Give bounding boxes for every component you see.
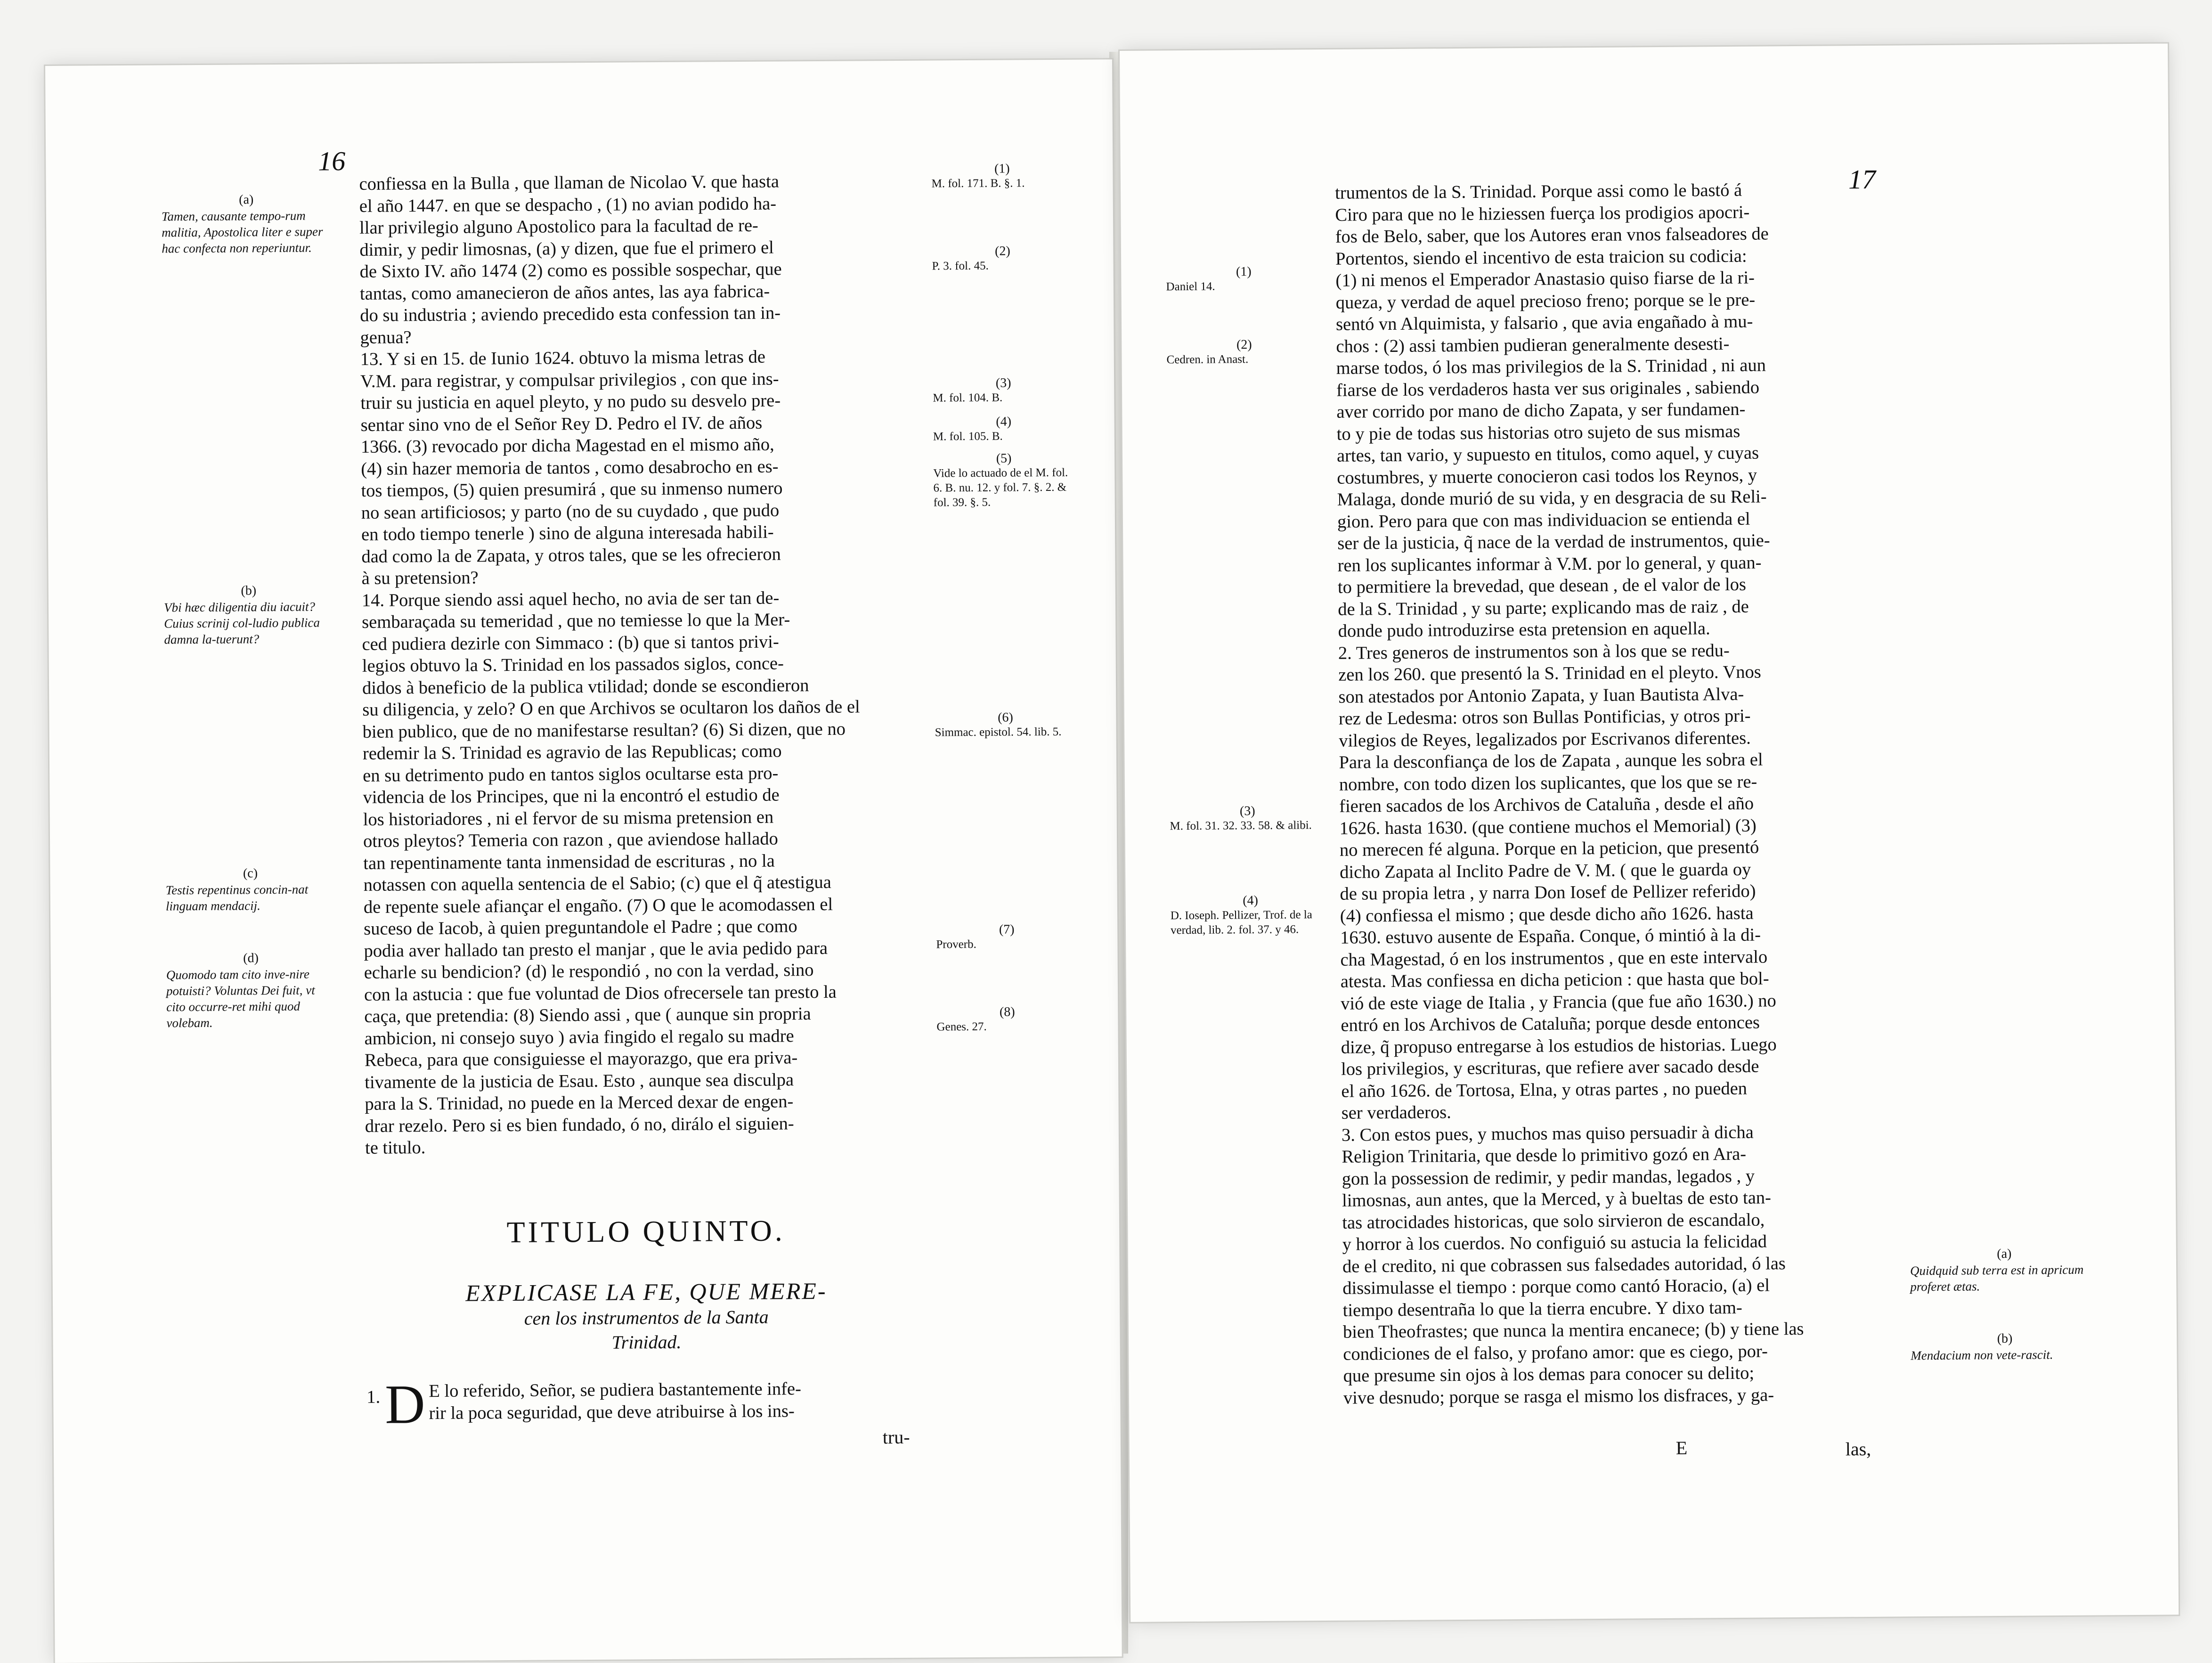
text-line: ser verdaderos. (1341, 1102, 1451, 1123)
note-key: (c) (243, 866, 258, 881)
text-line: cha Magestad, ó en los instrumentos , que en este intervalo (1340, 946, 1768, 970)
text-line: son atestados por Antonio Zapata, y Iuan Bautista Alva- (1338, 684, 1744, 707)
text-line: aver corrido por mano de dicho Zapata, y ser fundamen- (1336, 399, 1746, 422)
text-line: tas atrocidades historicas, que solo sirvieron de escandalo, (1342, 1210, 1765, 1233)
chapter-subtitle-line1: EXPLICASE LA FE, QUE MERE- (465, 1277, 827, 1306)
text-line: condiciones de el falso, y profano amor: que es ciego, por- (1343, 1341, 1768, 1364)
ref-text: P. 3. fol. 45. (932, 259, 989, 273)
ref-key: (1) (1236, 264, 1252, 279)
chapter-subtitle-line2: cen los instrumentos de la Santa (524, 1306, 769, 1329)
margin-note-c (165, 865, 335, 914)
ref-key: (6) (998, 710, 1013, 725)
text-line: para la S. Trinidad, no puede en la Merced dexar de engen- (365, 1092, 794, 1114)
page-number: 16 (318, 146, 346, 177)
text-line: gon la possession de redimir, y pedir mandas, legados , y (1342, 1166, 1755, 1189)
text-line: bien Theofrastes; que nunca la mentira encanece; (b) y tiene las (1342, 1319, 1804, 1342)
ref-note-5 (933, 451, 1075, 510)
text-line: to permitiere la brevedad, que desean , de el valor de los (1337, 574, 1747, 597)
text-line: sentó vn Alquimista, y falsario , que avia engañado à mu- (1335, 311, 1753, 334)
note-text: Mendacium non vete-rascit. (1911, 1347, 2053, 1363)
ref-text: Proverb. (936, 937, 976, 951)
text-line: vive desnudo; porque se rasga el mismo los disfraces, y ga- (1343, 1385, 1774, 1408)
ref-text: M. fol. 31. 32. 33. 58. & alibi. (1170, 819, 1312, 833)
text-line: 14. Porque siendo assi aquel hecho, no avia de ser tan de- (361, 588, 780, 611)
note-key: (a) (1997, 1246, 2012, 1262)
text-line: de su propia letra , y narra Don Iosef de Pellizer referido) (1340, 881, 1756, 904)
ref-text: Daniel 14. (1166, 280, 1215, 293)
margin-note-a (1910, 1246, 2099, 1295)
note-text: Testis repentinus concin-nat linguam mendacij. (165, 882, 309, 913)
note-text: Quomodo tam cito inve-nire potuisti? Voluntas Dei fuit, vt cito occurre-ret mihi quod volebam. (166, 967, 315, 1030)
text-line: donde pudo introduzirse esta pretension en aquella. (1338, 619, 1710, 641)
text-line: de Sixto IV. año 1474 (2) como es possible sospechar, que (359, 259, 782, 282)
text-line: ren los suplicantes informar à V.M. por lo general, y quan- (1337, 553, 1762, 576)
text-line: redemir la S. Trinidad es agravio de las Republicas; como (362, 741, 782, 764)
text-line: gion. Pero para que con mas individuacion se entienda el (1337, 509, 1750, 532)
text-line: en su detrimento pudo en tantos siglos ocultarse esta pro- (363, 763, 779, 786)
ref-note-4 (933, 414, 1074, 444)
text-line: caça, que pretendia: (8) Siendo assi , que ( aunque sin propria (364, 1004, 811, 1027)
catchword: tru- (882, 1426, 910, 1448)
left-page (45, 59, 1122, 1663)
margin-note-a (162, 191, 332, 256)
text-line: 13. Y si en 15. de Iunio 1624. obtuvo la misma letras de (360, 347, 765, 369)
ref-key: (2) (995, 244, 1010, 259)
text-line: su diligencia, y zelo? O en que Archivos se ocultaron los daños de el (362, 697, 860, 720)
paragraph-line: rir la poca seguridad, que deve atribuirse à los ins- (429, 1401, 795, 1423)
text-line: do su industria ; aviendo precedido esta confession tan in- (360, 303, 781, 326)
text-line: to y pie de todas sus historias otro sujeto de sus mismas (1336, 421, 1740, 444)
ref-key: (8) (999, 1004, 1015, 1019)
right-page (1120, 43, 2179, 1622)
text-line: ser de la justicia, q̃ nace de la verdad de instrumentos, quie- (1337, 530, 1770, 554)
note-text: Vbi hæc diligentia diu iacuit? Cuius scrinij col-ludio publica damna la-tuerunt? (163, 599, 320, 647)
paragraph-line: E lo referido, Señor, se pudiera bastantemente infe- (429, 1379, 802, 1402)
text-line: dissimulasse el tiempo : porque como cantó Horacio, (a) el (1342, 1275, 1770, 1298)
text-line: fieren sacados de los Archivos de Cataluña , desde el año (1339, 793, 1754, 816)
ref-key: (3) (995, 375, 1011, 391)
page-number: 17 (1848, 163, 1876, 195)
text-line: limosnas, aun antes, que la Merced, y à bueltas de esto tan- (1342, 1188, 1772, 1211)
drop-cap: D (384, 1373, 425, 1435)
ref-text: M. fol. 171. B. §. 1. (931, 177, 1025, 190)
text-line: ced pudiera dezirle con Simmaco : (b) que si tantos privi- (362, 632, 779, 654)
note-key: (d) (243, 951, 259, 966)
text-line: los historiadores , ni el fervor de su misma pretension en (363, 807, 774, 830)
ref-text: D. Ioseph. Pellizer, Trof. de la verdad, lib. 2. fol. 37. y 46. (1170, 908, 1312, 937)
text-line: suceso de Iacob, à quien preguntandole el Padre ; que como (364, 916, 797, 939)
text-line: genua? (360, 327, 412, 348)
note-text: Tamen, causante tempo-rum malitia, Apostolica liter e super hac confecta non reperiuntur. (161, 208, 323, 256)
ref-text: M. fol. 105. B. (933, 430, 1003, 443)
ref-note-1 (931, 161, 1073, 191)
ref-key: (1) (994, 161, 1010, 176)
text-line: (4) confiessa el mismo ; que desde dicho año 1626. hasta (1340, 903, 1754, 926)
margin-note-b (1911, 1330, 2099, 1364)
text-line: dad como la de Zapata, y otros tales, que se les ofrecieron (361, 544, 781, 567)
ref-text: Vide lo actuado de el M. fol. 6. B. nu. 12. y fol. 7. §. 2. & fol. 39. §. 5. (933, 466, 1068, 509)
ref-key: (4) (996, 414, 1012, 429)
text-line: tos tiempos, (5) quien presumirá , que su inmenso numero (361, 478, 783, 501)
text-line: Religion Trinitaria, que desde lo primitivo gozó en Ara- (1342, 1144, 1747, 1167)
text-line: con la astucia : que fue voluntad de Dios ofrecersele tan presto la (364, 982, 837, 1005)
ref-note-7 (936, 922, 1077, 952)
text-line: no sean artificiosos; y parto (no de su cuydado , que pudo (361, 500, 780, 523)
ref-key: (4) (1243, 893, 1259, 908)
margin-note-d (166, 950, 336, 1031)
text-line: otros pleytos? Temeria con razon , que aviendose hallado (363, 829, 778, 851)
ref-text: M. fol. 104. B. (933, 391, 1003, 405)
text-line: sembaraçada su temeridad , que no temiesse lo que la Mer- (362, 610, 790, 632)
text-line: dize, q̃ propuso entregarse à los estudios de historias. Luego (1341, 1034, 1777, 1058)
text-line: 1630. estuvo ausente de España. Conque, ó mintió à la di- (1340, 925, 1761, 948)
text-line: entró en los Archivos de Cataluña; porque desde entonces (1341, 1012, 1760, 1035)
text-line: Portentos, siendo el incentivo de esta traicion su codicia: (1335, 246, 1747, 269)
text-line: vió de este viage de Italia , y Francia (que fue año 1630.) no (1340, 990, 1776, 1014)
ref-key: (5) (996, 451, 1012, 466)
ref-note-2 (932, 244, 1073, 274)
text-line: Ciro para que no le hiziessen fuerça los prodigios apocri- (1335, 202, 1750, 225)
chapter-heading (366, 1213, 927, 1356)
text-line: 1626. hasta 1630. (que contiene muchos el Memorial) (3) (1339, 815, 1757, 839)
text-line: trumentos de la S. Trinidad. Porque assi como le bastó á (1334, 180, 1742, 203)
chapter-subtitle-line3: Trinidad. (611, 1331, 682, 1353)
text-line: y horror à los cuerdos. No configuió su astucia la felicidad (1342, 1231, 1767, 1255)
text-line: de el credito, ni que cobrassen sus falsedades autoridad, ó las (1342, 1253, 1786, 1277)
text-line: te titulo. (365, 1138, 426, 1158)
text-line: tantas, como amanecieron de años antes, las aya fabrica- (359, 281, 770, 304)
text-line: (1) ni menos el Emperador Anastasio quiso fiarse de la ri- (1335, 268, 1755, 291)
margin-note-b (164, 582, 334, 647)
text-line: atesta. Mas confiessa en dicha peticion : que hasta que bol- (1340, 969, 1769, 992)
text-line: 1366. (3) revocado por dicha Magestad en el mismo año, (360, 434, 774, 457)
text-line: ambicion, ni consejo suyo ) avia fingido el regalo su madre (364, 1026, 794, 1049)
text-line: el año 1626. de Tortosa, Elna, y otras partes , no pueden (1341, 1078, 1748, 1101)
text-line: que presume sin ojos à los demas para conocer su delito; (1343, 1363, 1755, 1386)
text-line: dicho Zapata al Inclito Padre de V. M. ( que le guarda oy (1340, 859, 1751, 882)
left-body-text (359, 170, 926, 1159)
text-line: legios obtuvo la S. Trinidad en los passados siglos, conce- (362, 653, 784, 676)
ref-note-6 (935, 710, 1076, 740)
text-line: confiessa en la Bulla , que llaman de Nicolao V. que hasta (359, 171, 779, 194)
ref-note-3 (1170, 803, 1325, 833)
text-line: los privilegios, y escrituras, que refiere aver sacado desde (1341, 1056, 1759, 1079)
ref-text: Genes. 27. (936, 1020, 987, 1034)
text-line: (4) sin hazer memoria de tantos , como desabrocho en es- (361, 457, 779, 479)
signature-mark: E (1675, 1437, 1688, 1459)
text-line: chos : (2) assi tambien pudieran generalmente desesti- (1336, 334, 1730, 357)
text-line: tiempo desentraña lo que la tierra encubre. Y dixo tam- (1342, 1297, 1742, 1321)
text-line: nombre, con todo dizen los suplicantes, que los que se re- (1339, 772, 1757, 795)
text-line: tivamente de la justicia de Esau. Esto , aunque sea disculpa (365, 1069, 794, 1092)
note-key: (a) (239, 192, 254, 207)
text-line: didos à beneficio de la publica vtilidad; donde se escondieron (362, 675, 809, 698)
ref-note-2 (1166, 337, 1322, 367)
text-line: de la S. Trinidad , y su parte; explicando mas de raiz , de (1338, 596, 1749, 620)
text-line: fiarse de los verdaderos hasta ver sus originales , sabiendo (1336, 377, 1760, 400)
ref-key: (7) (999, 922, 1015, 937)
ref-text: Simmac. epistol. 54. lib. 5. (935, 725, 1062, 739)
ref-key: (2) (1236, 337, 1252, 352)
text-line: zen los 260. que presentó la S. Trinidad en el pleyto. Vnos (1338, 662, 1761, 685)
text-line: Para la desconfiança de los de Zapata , aunque les sobra el (1339, 750, 1763, 773)
right-body-text (1335, 179, 1880, 1409)
text-line: el año 1447. en que se despacho , (1) no avian podido ha- (359, 194, 777, 216)
ref-note-8 (936, 1004, 1078, 1035)
text-line: fos de Belo, saber, que los Autores eran vnos falseadores de (1335, 224, 1769, 247)
ref-key: (3) (1239, 804, 1255, 819)
text-line: en todo tiempo tenerle ) sino de alguna interesada habili- (361, 522, 774, 545)
text-line: à su pretension? (361, 568, 479, 588)
chapter-title: TITULO QUINTO. (506, 1214, 785, 1249)
text-line: Malaga, donde murió de su vida, y en desgracia de su Reli- (1337, 487, 1767, 510)
ref-note-1 (1166, 264, 1321, 294)
catchword: las, (1845, 1438, 1871, 1460)
text-line: dimir, y pedir limosnas, (a) y dizen, que fue el primero el (359, 237, 774, 260)
text-line: truir su justicia en aquel pleyto, y no pudo su desvelo pre- (360, 391, 781, 413)
text-line: artes, tan vario, y supuesto en titulos, como aquel, y cuyas (1336, 443, 1759, 466)
text-line: no merecen fé alguna. Porque en la peticion, que presentó (1339, 837, 1759, 860)
ref-text: Cedren. in Anast. (1166, 353, 1249, 367)
text-line: sentar sino vno de el Señor Rey D. Pedro el IV. de años (360, 413, 763, 435)
text-line: 3. Con estos pues, y muchos mas quiso persuadir à dicha (1341, 1122, 1754, 1145)
ref-note-4 (1170, 893, 1331, 937)
text-line: 2. Tres generos de instrumentos son à los que se redu- (1338, 640, 1730, 663)
text-line: echarle su bendicion? (d) le respondió , no con la verdad, sino (364, 960, 814, 983)
paragraph-1 (366, 1373, 927, 1435)
text-line: V.M. para registrar, y compulsar privilegios , con que ins- (360, 368, 779, 391)
paragraph-number: 1. (366, 1387, 381, 1407)
text-line: bien publico, que de no manifestarse resultan? (6) Si dizen, que no (362, 719, 846, 742)
text-line: queza, y verdad de aquel precioso freno; porque se le pre- (1335, 290, 1756, 313)
note-key: (b) (241, 583, 257, 598)
text-line: marse todos, ó los mas privilegios de la S. Trinidad , ni aun (1336, 355, 1766, 378)
text-line: de repente suele afiançar el engaño. (7) O que le acomodassen el (363, 894, 833, 917)
text-line: tan repentinamente tanta inmensidad de escrituras , no la (363, 851, 775, 873)
ref-note-3 (933, 375, 1074, 406)
text-line: drar rezelo. Pero si es bien fundado, ó no, dirálo el siguien- (365, 1113, 794, 1136)
text-line: vilegios de Reyes, legalizados por Escrivanos diferentes. (1339, 728, 1751, 751)
note-key: (b) (1997, 1331, 2013, 1346)
text-line: Rebeca, para que consiguiesse el mayorazgo, que era priva- (364, 1048, 798, 1070)
text-line: llar privilegio alguno Apostolico para la facultad de re- (359, 215, 758, 238)
note-text: Quidquid sub terra est in apricum proferet ætas. (1910, 1262, 2084, 1294)
text-line: rez de Ledesma: otros son Bullas Pontificias, y otros pri- (1338, 706, 1751, 729)
text-line: notassen con aquella sentencia de el Sabio; (c) que el q̃ atestigua (363, 872, 831, 895)
text-line: podia aver hallado tan presto el manjar , que le avia pedido para (364, 938, 828, 961)
text-line: videncia de los Principes, que ni la encontró el estudio de (363, 785, 780, 807)
text-line: costumbres, y muerte conocieron casi todos los Reynos, y (1337, 465, 1757, 488)
